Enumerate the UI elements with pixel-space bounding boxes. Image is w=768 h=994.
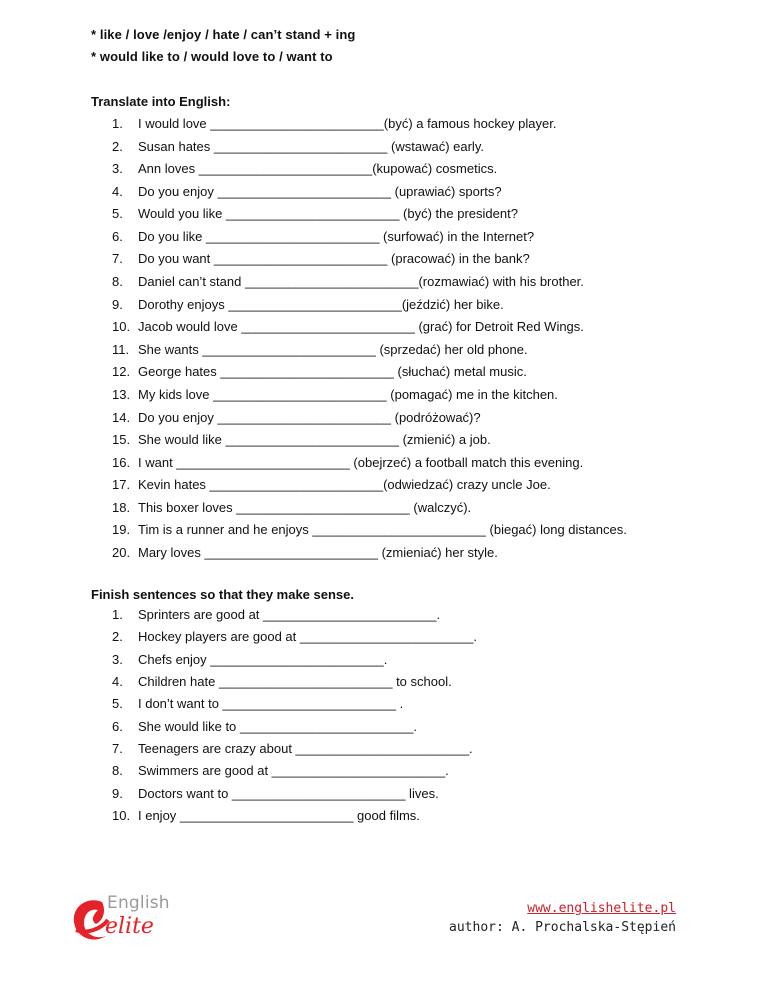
finish-item <box>112 604 477 626</box>
item-number: 1. <box>112 116 123 131</box>
item-number: 20. <box>112 544 131 560</box>
item-number: 3. <box>112 161 123 177</box>
grammar-rule-2: * would like to / would love to / want to <box>91 49 333 64</box>
finish-item <box>112 738 477 760</box>
item-number: 7. <box>112 251 123 267</box>
item-text: Do you enjoy ________________________ (podróżować)? <box>138 409 481 425</box>
item-text: Teenagers are crazy about ________________________. <box>138 740 473 756</box>
section-a-title: Translate into English: <box>91 94 231 109</box>
item-number: 8. <box>112 274 123 290</box>
item-text: Chefs enjoy ________________________. <box>138 651 388 667</box>
translate-item <box>112 136 627 159</box>
item-text: She would like to ________________________. <box>138 718 418 734</box>
item-text: Dorothy enjoys ________________________(jeździć) her bike. <box>138 296 504 312</box>
translate-item <box>112 203 627 226</box>
item-number: 1. <box>112 607 123 622</box>
item-number: 8. <box>112 763 123 779</box>
item-text: Do you enjoy ________________________ (uprawiać) sports? <box>138 183 502 199</box>
translate-item <box>112 497 627 520</box>
item-text: Children hate ________________________ to school. <box>138 673 452 689</box>
translate-item <box>112 158 627 181</box>
translate-item <box>112 294 627 317</box>
item-number: 13. <box>112 386 131 402</box>
item-number: 4. <box>112 673 123 689</box>
item-number: 3. <box>112 651 123 667</box>
translate-item <box>112 407 627 430</box>
finish-item <box>112 760 477 782</box>
item-text: I would love ________________________(być) a famous hockey player. <box>138 116 557 131</box>
translate-item <box>112 271 627 294</box>
item-text: Kevin hates ________________________(odwiedzać) crazy uncle Joe. <box>138 477 551 493</box>
translate-item <box>112 474 627 497</box>
translate-item <box>112 248 627 271</box>
item-text: My kids love ________________________ (pomagać) me in the kitchen. <box>138 386 558 402</box>
item-text: She would like ________________________ (zmienić) a job. <box>138 432 491 448</box>
translate-item <box>112 339 627 362</box>
item-number: 11. <box>112 341 130 357</box>
translate-item <box>112 452 627 475</box>
finish-item <box>112 805 477 827</box>
item-text: Jacob would love ________________________ (grać) for Detroit Red Wings. <box>138 319 584 335</box>
finish-item <box>112 649 477 671</box>
item-text: Ann loves ________________________(kupować) cosmetics. <box>138 161 498 177</box>
item-number: 2. <box>112 629 123 645</box>
item-number: 18. <box>112 499 131 515</box>
item-text: Doctors want to ________________________ lives. <box>138 785 439 801</box>
item-text: This boxer loves ________________________ (walczyć). <box>138 499 472 515</box>
item-number: 4. <box>112 183 123 199</box>
item-text: Hockey players are good at ________________________. <box>138 629 477 645</box>
translate-item <box>112 542 627 565</box>
item-number: 14. <box>112 409 131 425</box>
item-number: 15. <box>112 432 131 448</box>
translate-item <box>112 384 627 407</box>
finish-item <box>112 783 477 805</box>
item-text: I don’t want to ________________________ . <box>138 696 404 712</box>
item-number: 7. <box>112 740 123 756</box>
finish-item <box>112 716 477 738</box>
item-number: 2. <box>112 138 123 154</box>
item-number: 17. <box>112 477 131 493</box>
item-text: George hates ________________________ (słuchać) metal music. <box>138 364 527 380</box>
finish-item <box>112 693 477 715</box>
item-text: I want ________________________ (obejrzeć) a football match this evening. <box>138 454 584 470</box>
item-text: I enjoy ________________________ good films. <box>138 807 420 823</box>
finish-item <box>112 626 477 648</box>
section-b-title: Finish sentences so that they make sense. <box>91 587 354 602</box>
author-credit: author: A. Prochalska-Stępień <box>449 920 676 935</box>
item-number: 10. <box>112 807 131 823</box>
logo-elite-text: elite <box>105 914 154 939</box>
item-text: Susan hates ________________________ (wstawać) early. <box>138 138 484 154</box>
item-number: 16. <box>112 454 131 470</box>
website-link[interactable]: www.englishelite.pl <box>527 901 676 916</box>
item-number: 19. <box>112 522 131 538</box>
item-text: She wants ________________________ (sprzedać) her old phone. <box>138 341 528 357</box>
item-number: 9. <box>112 785 123 801</box>
finish-item <box>112 671 477 693</box>
grammar-rule-1: * like / love /enjoy / hate / can’t stand + ing <box>91 27 356 42</box>
item-text: Sprinters are good at ________________________. <box>138 607 441 622</box>
item-text: Do you want ________________________ (pracować) in the bank? <box>138 251 530 267</box>
translate-item <box>112 181 627 204</box>
item-text: Swimmers are good at ________________________. <box>138 763 449 779</box>
translate-item <box>112 361 627 384</box>
item-text: Daniel can’t stand ________________________(rozmawiać) with his brother. <box>138 274 584 290</box>
translate-item <box>112 226 627 249</box>
logo-english-text: English <box>107 893 170 913</box>
translate-item <box>112 429 627 452</box>
translate-exercise-list <box>112 113 627 565</box>
translate-item <box>112 519 627 542</box>
item-number: 12. <box>112 364 131 380</box>
item-number: 10. <box>112 319 131 335</box>
translate-item <box>112 316 627 339</box>
translate-item <box>112 113 627 136</box>
item-text: Mary loves ________________________ (zmieniać) her style. <box>138 544 498 560</box>
item-text: Would you like ________________________ (być) the president? <box>138 206 518 222</box>
item-text: Do you like ________________________ (surfować) in the Internet? <box>138 228 535 244</box>
finish-sentences-list <box>112 604 477 827</box>
item-number: 9. <box>112 296 123 312</box>
item-number: 5. <box>112 206 123 222</box>
item-number: 6. <box>112 718 123 734</box>
item-text: Tim is a runner and he enjoys ________________________ (biegać) long distances. <box>138 522 627 538</box>
item-number: 6. <box>112 228 123 244</box>
item-number: 5. <box>112 696 123 712</box>
